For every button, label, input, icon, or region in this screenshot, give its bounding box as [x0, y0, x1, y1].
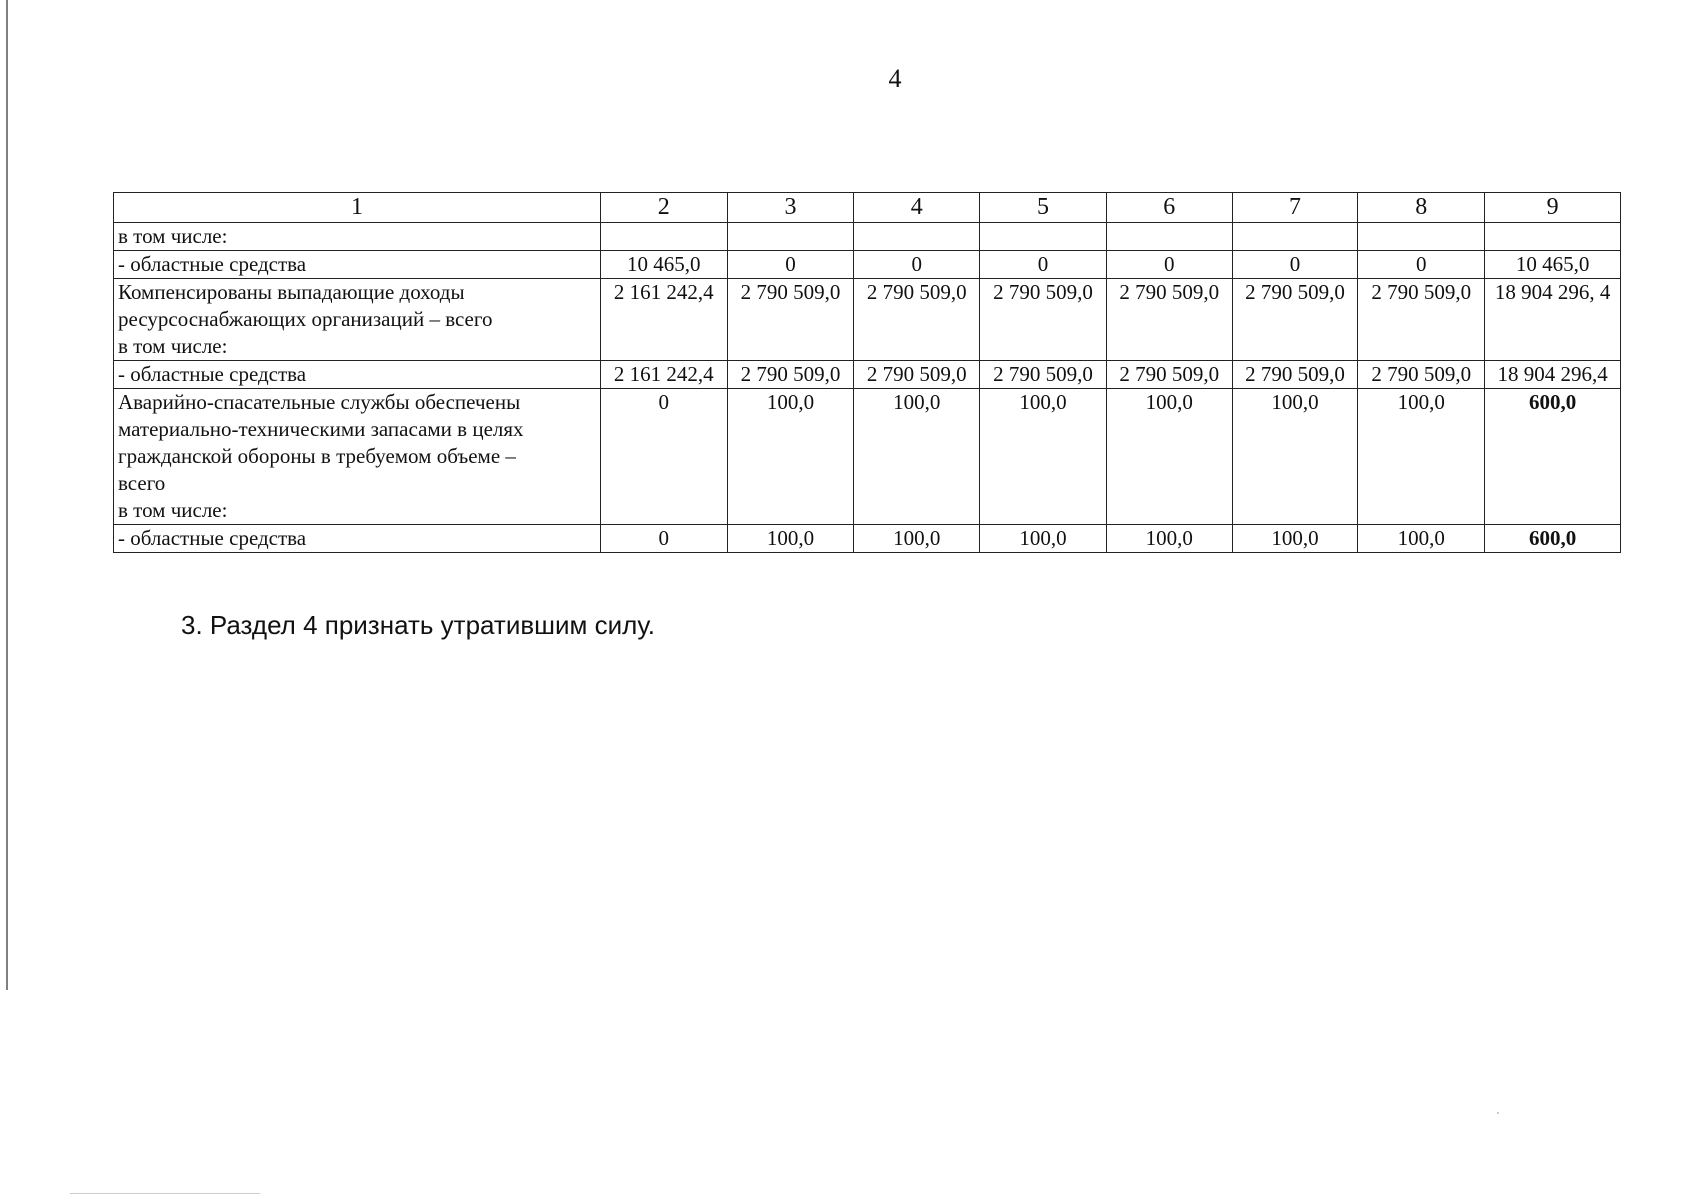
- table-cell: 10 465,0: [600, 251, 727, 279]
- row-label-line: ресурсоснабжающих организаций – всего: [118, 307, 493, 331]
- table-cell: 0: [1232, 251, 1358, 279]
- table-cell: 100,0: [727, 525, 854, 553]
- table-cell: 2 790 509,0: [727, 279, 854, 361]
- row-label-line: - областные средства: [118, 252, 307, 276]
- table-cell: [1232, 223, 1358, 251]
- table-cell: 18 904 296, 4: [1485, 279, 1621, 361]
- column-header: 8: [1358, 193, 1485, 223]
- page-number: 4: [888, 64, 902, 93]
- table-cell: [1485, 223, 1621, 251]
- row-label-line: в том числе:: [118, 498, 228, 522]
- table-cell: 2 790 509,0: [854, 279, 980, 361]
- table-cell: 0: [980, 251, 1107, 279]
- column-header: 5: [980, 193, 1107, 223]
- row-label-line: всего: [118, 471, 166, 495]
- row-label: [114, 361, 601, 389]
- table-cell: 2 790 509,0: [1358, 361, 1485, 389]
- row-label: [114, 389, 601, 525]
- table-cell: 0: [600, 525, 727, 553]
- table-cell: 100,0: [980, 389, 1107, 525]
- row-label-line: - областные средства: [118, 526, 307, 550]
- table-row: [114, 223, 1621, 251]
- table-cell: 10 465,0: [1485, 251, 1621, 279]
- row-label-line: - областные средства: [118, 362, 307, 386]
- row-label-line: в том числе:: [118, 224, 228, 248]
- table-cell: 100,0: [854, 389, 980, 525]
- row-label-line: Аварийно-спасательные службы обеспечены: [118, 390, 521, 414]
- table-cell: 2 161 242,4: [600, 361, 727, 389]
- row-label: [114, 279, 601, 361]
- table-cell: 2 790 509,0: [1232, 361, 1358, 389]
- table-cell: [1106, 223, 1232, 251]
- table-cell: 2 790 509,0: [727, 361, 854, 389]
- row-label-line: Компенсированы выпадающие доходы: [118, 280, 465, 304]
- table-cell: 2 161 242,4: [600, 279, 727, 361]
- table-cell: 0: [1106, 251, 1232, 279]
- table-cell: 100,0: [1232, 389, 1358, 525]
- table-cell: [600, 223, 727, 251]
- table-cell: 100,0: [1106, 525, 1232, 553]
- table-cell: 2 790 509,0: [854, 361, 980, 389]
- table-cell: 0: [1358, 251, 1485, 279]
- column-header: 3: [727, 193, 854, 223]
- row-label: [114, 251, 601, 279]
- table-cell: 600,0: [1485, 389, 1621, 525]
- row-label-line: гражданской обороны в требуемом объеме –: [118, 444, 516, 468]
- table-cell: [980, 223, 1107, 251]
- table-cell: 100,0: [1106, 389, 1232, 525]
- table-cell: 0: [600, 389, 727, 525]
- table-cell: 600,0: [1485, 525, 1621, 553]
- column-header: 7: [1232, 193, 1358, 223]
- table-cell: 18 904 296,4: [1485, 361, 1621, 389]
- row-label: [114, 525, 601, 553]
- table-cell: 2 790 509,0: [1106, 361, 1232, 389]
- column-header: 4: [854, 193, 980, 223]
- scan-edge: [6, 0, 8, 990]
- row-label-line: материально-техническими запасами в целях: [118, 417, 524, 441]
- closing-paragraph: 3. Раздел 4 признать утратившим силу.: [181, 610, 655, 640]
- table-cell: 100,0: [1232, 525, 1358, 553]
- table-cell: 100,0: [727, 389, 854, 525]
- table-row: [114, 389, 1621, 525]
- table-cell: 100,0: [1358, 525, 1485, 553]
- table-cell: 2 790 509,0: [1358, 279, 1485, 361]
- table-cell: 0: [727, 251, 854, 279]
- table-cell: 2 790 509,0: [980, 279, 1107, 361]
- table-cell: [854, 223, 980, 251]
- table-cell: 2 790 509,0: [1106, 279, 1232, 361]
- table-cell: 100,0: [854, 525, 980, 553]
- table-cell: 100,0: [1358, 389, 1485, 525]
- scan-speck: [70, 1193, 260, 1194]
- table-row: [114, 525, 1621, 553]
- budget-table: [113, 192, 1621, 553]
- table-row: [114, 279, 1621, 361]
- table-cell: 0: [854, 251, 980, 279]
- table-cell: 2 790 509,0: [1232, 279, 1358, 361]
- table-cell: [727, 223, 854, 251]
- row-label-line: в том числе:: [118, 334, 228, 358]
- table-cell: [1358, 223, 1485, 251]
- table-row: [114, 251, 1621, 279]
- scan-speck: [1497, 1112, 1499, 1114]
- table-cell: 2 790 509,0: [980, 361, 1107, 389]
- column-header: 2: [600, 193, 727, 223]
- column-header: 6: [1106, 193, 1232, 223]
- column-header: 1: [114, 193, 601, 223]
- column-header: 9: [1485, 193, 1621, 223]
- row-label: [114, 223, 601, 251]
- table-header-row: [114, 193, 1621, 223]
- table-row: [114, 361, 1621, 389]
- table-cell: 100,0: [980, 525, 1107, 553]
